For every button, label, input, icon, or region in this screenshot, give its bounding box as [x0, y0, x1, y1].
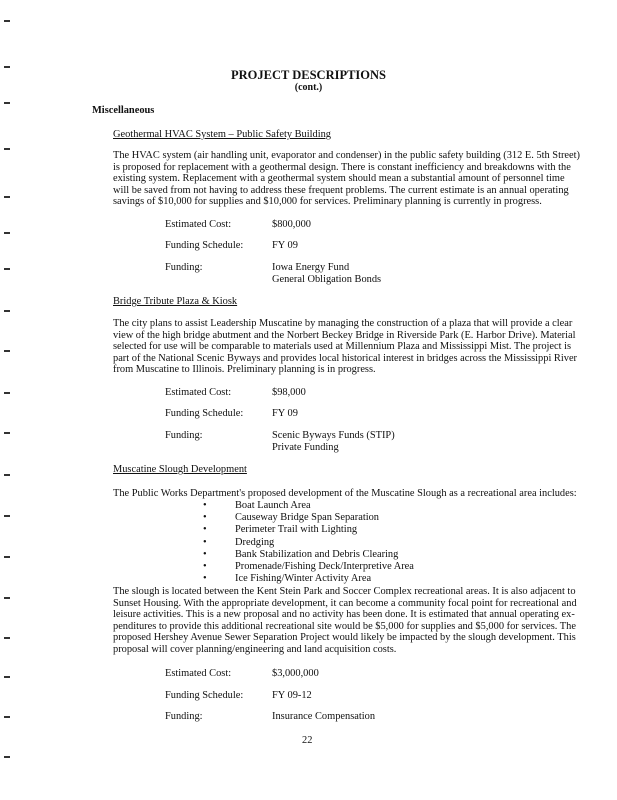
- margin-mark: [4, 196, 10, 198]
- text-line: savings of $10,000 for supplies and $10,000 for services. Preliminary planning is currently in progress.: [113, 196, 542, 208]
- funding-value: Private Funding: [272, 442, 339, 453]
- margin-mark: [4, 310, 10, 312]
- text-line: The slough is located between the Kent Stein Park and Soccer Complex recreational areas. It is also adjacent to: [113, 586, 576, 597]
- text-line: will be saved from not having to address these frequent problems. The current estimate is an annual operating: [113, 184, 569, 196]
- funding-value: General Obligation Bonds: [272, 274, 382, 285]
- project-heading: Muscatine Slough Development: [113, 464, 247, 475]
- funding-label: Funding:: [165, 262, 203, 273]
- list-item: • Causeway Bridge Span Separation: [203, 512, 379, 524]
- project-heading: Bridge Tribute Plaza & Kiosk: [113, 296, 238, 307]
- margin-mark: [4, 637, 10, 639]
- schedule-label: Funding Schedule:: [165, 240, 244, 251]
- text-line: selected for use will be comparable to materials used at Millennium Plaza and Mississippi Mist. The project is: [113, 341, 572, 353]
- project-description: [113, 586, 577, 656]
- list-item: • Dredging: [203, 536, 275, 548]
- cost-value: $98,000: [272, 387, 306, 398]
- text-line: leisure activities. This is a new proposal and no activity has been done. It is estimated that annual operating ex-: [113, 609, 575, 621]
- text-line: part of the National Scenic Byways and provides local historical interest in bridges across the Mississippi River: [113, 352, 578, 364]
- list-item: • Bank Stabilization and Debris Clearing: [203, 548, 399, 560]
- margin-mark: [4, 756, 10, 758]
- text-line: from Muscatine to Illinois. Preliminary planning is in progress.: [113, 364, 376, 376]
- text-line: view of the high bridge abutment and the Norbert Beckey Bridge in Riverside Park (E. Harbor Drive). Material: [113, 329, 576, 341]
- text-line: The HVAC system (air handling unit, evaporator and condenser) in the public safety building (312 E. 5th Street): [113, 150, 580, 161]
- cost-label: Estimated Cost:: [165, 219, 232, 230]
- list-item: • Perimeter Trail with Lighting: [203, 524, 358, 536]
- schedule-value: FY 09: [272, 240, 298, 251]
- text-line: proposal will cover planning/engineering and land acquisition costs.: [113, 643, 397, 655]
- margin-mark: [4, 232, 10, 234]
- funding-value: Insurance Compensation: [272, 711, 376, 722]
- funding-value: Scenic Byways Funds (STIP): [272, 430, 395, 441]
- margin-mark: [4, 474, 10, 476]
- funding-value: Iowa Energy Fund: [272, 262, 350, 273]
- margin-mark: [4, 676, 10, 678]
- project-intro: The Public Works Department's proposed development of the Muscatine Slough as a recreational area includes:: [113, 488, 577, 499]
- page-number: 22: [302, 735, 313, 746]
- schedule-value: FY 09-12: [272, 690, 312, 701]
- margin-mark: [4, 102, 10, 104]
- text-line: penditures to provide this additional recreational site would be $5,000 for supplies and $5,000 for services. The: [113, 620, 576, 632]
- schedule-value: FY 09: [272, 408, 298, 419]
- text-line: The city plans to assist Leadership Muscatine by managing the construction of a plaza that will provide a clear: [113, 318, 573, 329]
- margin-mark: [4, 268, 10, 270]
- project-heading: Geothermal HVAC System – Public Safety Building: [113, 129, 331, 140]
- project-description: [113, 318, 577, 376]
- cost-value: $800,000: [272, 219, 311, 230]
- text-line: Sunset Housing. With the appropriate development, it can become a community focal point for recreational and: [113, 597, 577, 609]
- text-line: existing system. Replacement with a geothermal system should mean a substantial amount of personnel time: [113, 173, 565, 185]
- margin-mark: [4, 392, 10, 394]
- text-line: proposed Hershey Avenue Sewer Separation Project would likely be impacted by the slough development. This: [113, 632, 576, 644]
- cost-value: $3,000,000: [272, 668, 319, 679]
- bullet-list: [203, 500, 414, 585]
- project-description: [113, 150, 580, 208]
- margin-mark: [4, 20, 10, 22]
- cost-label: Estimated Cost:: [165, 668, 232, 679]
- page-title: PROJECT DESCRIPTIONS: [230, 68, 386, 82]
- funding-label: Funding:: [165, 711, 203, 722]
- list-item: • Promenade/Fishing Deck/Interpretive Area: [203, 561, 414, 573]
- margin-mark: [4, 597, 10, 599]
- list-item: • Boat Launch Area: [203, 500, 311, 511]
- section-heading: Miscellaneous: [92, 105, 155, 116]
- text-line: is proposed for replacement with a geothermal design. There is constant inefficiency and breakdowns with the: [113, 161, 571, 173]
- funding-label: Funding:: [165, 430, 203, 441]
- page-subtitle: (cont.): [294, 82, 323, 93]
- schedule-label: Funding Schedule:: [165, 408, 244, 419]
- margin-mark: [4, 350, 10, 352]
- margin-mark: [4, 716, 10, 718]
- margin-mark: [4, 515, 10, 517]
- margin-mark: [4, 432, 10, 434]
- schedule-label: Funding Schedule:: [165, 690, 244, 701]
- cost-label: Estimated Cost:: [165, 387, 232, 398]
- margin-mark: [4, 556, 10, 558]
- margin-mark: [4, 148, 10, 150]
- list-item: • Ice Fishing/Winter Activity Area: [203, 573, 372, 585]
